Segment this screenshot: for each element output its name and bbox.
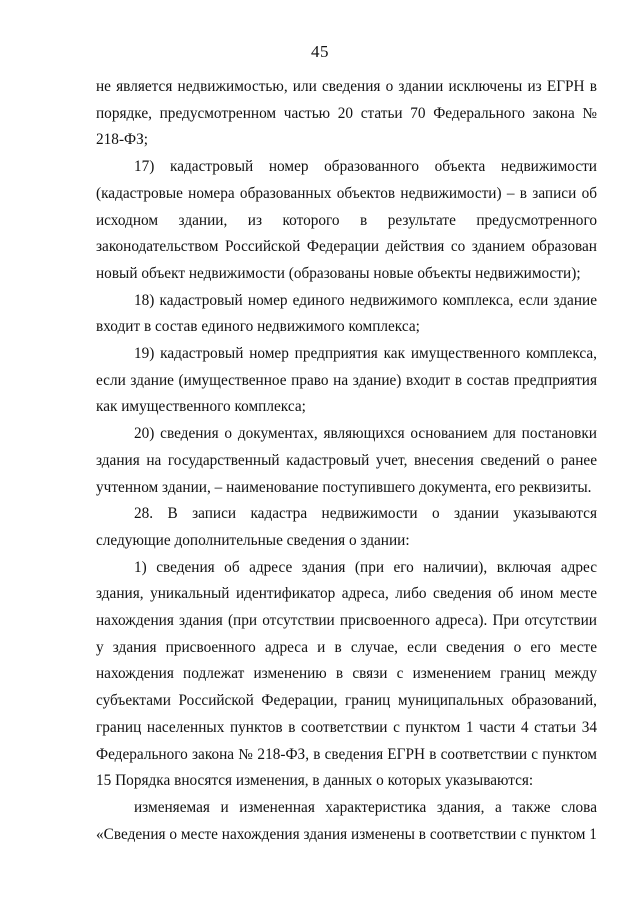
paragraph-subitem-1: 1) сведения об адресе здания (при его наличии), включая адрес здания, уникальный идентификатор адреса, либо сведения об ином месте нахождения здания (при отсутствии присвоенного адреса). При отсутствии у здания присвоенного адреса и в случае, если сведения о его месте нахождения подлежат изменению в связи с изменением границ между субъектами Российской Федерации, границ муниципальных образований, границ населенных пунктов в соответствии с пунктом 1 части 4 статьи 34 Федерального закона № 218-ФЗ, в сведения ЕГРН в соответствии с пунктом 15 Порядка вносятся изменения, в данных о которых указываются: [96,558,597,790]
paragraph-changes-note: изменяемая и измененная характеристика здания, а также слова «Сведения о месте нахождения здания изменены в соответствии с пунктом 1 [96,798,597,843]
paragraph-item-18: 18) кадастровый номер единого недвижимого комплекса, если здание входит в состав единого недвижимого комплекса; [96,291,597,336]
document-body [96,74,597,848]
paragraph-item-17: 17) кадастровый номер образованного объекта недвижимости (кадастровые номера образованных объектов недвижимости) – в записи об исходном здании, из которого в результате предусмотренного законодательством Российской Федерации действия со зданием образован новый объект недвижимости (образованы новые объекты недвижимости); [96,158,597,282]
page-number: 45 [311,42,329,61]
paragraph-item-19: 19) кадастровый номер предприятия как имущественного комплекса, если здание (имущественное право на здание) входит в состав предприятия как имущественного комплекса; [96,345,597,416]
paragraph-continuation: не является недвижимостью, или сведения о здании исключены из ЕГРН в порядке, предусмотренном частью 20 статьи 70 Федерального закона № 218-ФЗ; [96,78,597,149]
paragraph-item-20: 20) сведения о документах, являющихся основанием для постановки здания на государственный кадастровый учет, внесения сведений о ранее учтенном здании, – наименование поступившего документа, его реквизиты. [96,425,597,496]
paragraph-section-28: 28. В записи кадастра недвижимости о здании указываются следующие дополнительные сведения о здании: [96,505,597,549]
